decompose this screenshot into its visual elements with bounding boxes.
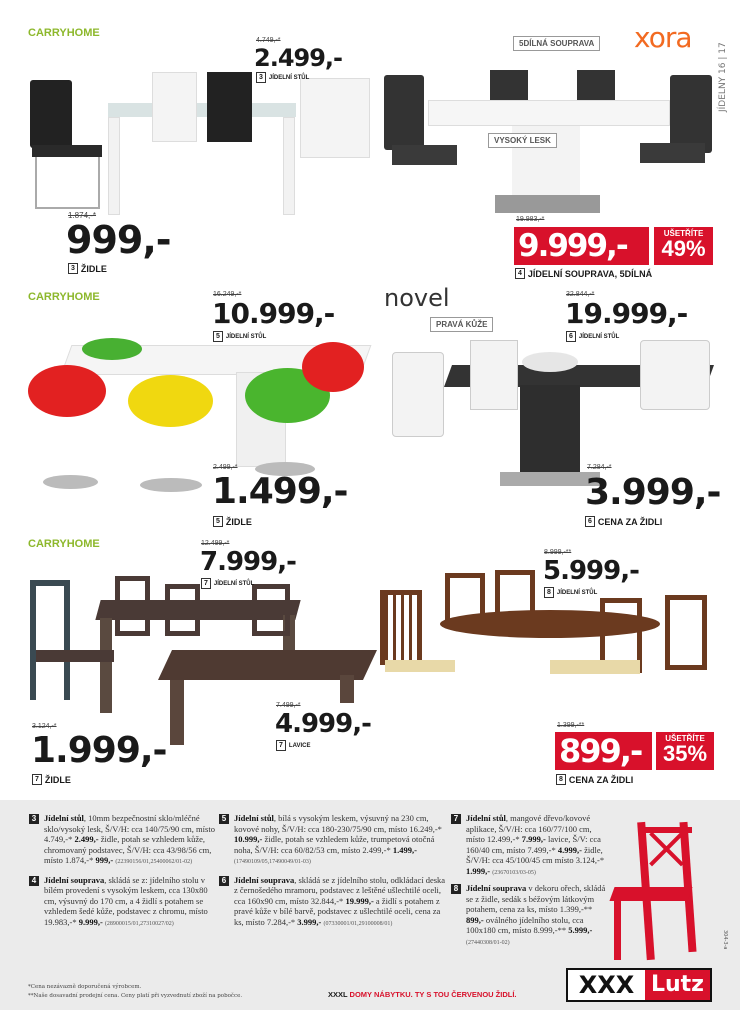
offer-label-text: JÍDELNÍ STŮL: [225, 333, 267, 340]
offer-label-text: JÍDELNÍ STŮL: [578, 333, 620, 340]
description-text: v dekoru ořech, skládá se z židle, sedák s béžovým látkovým potahem, cena za ks, místo 1.399,-**: [466, 883, 606, 914]
chair-seat: [32, 145, 102, 157]
savings-percent: 35%: [662, 741, 708, 766]
offer-label-text: JÍDELNÍ SOUPRAVA, 5DÍLNÁ: [527, 268, 653, 279]
price: 1.499,-: [212, 471, 348, 512]
old-price: 1.399,-**: [557, 722, 585, 729]
savings-badge: [654, 732, 714, 770]
description-price: 1.999,-: [466, 865, 491, 876]
description-title: Jídelní stůl: [466, 813, 506, 823]
old-price: 7.284,-*: [587, 464, 612, 471]
offer-label: [213, 516, 252, 527]
description-price: 899,-: [466, 914, 484, 925]
product-code: (23670103/03-05): [492, 869, 536, 876]
offer-label: [566, 331, 619, 342]
price: 2.499,-: [254, 44, 342, 72]
description-title: Jídelní stůl: [44, 813, 84, 823]
tag-real-leather: PRAVÁ KŮŽE: [430, 317, 493, 332]
product-code: (22390156/01,25400062/01-02): [115, 859, 193, 865]
tag-high-gloss: VYSOKÝ LESK: [488, 133, 557, 148]
bench-leg: [340, 675, 354, 703]
description-price: 999,-: [95, 855, 114, 865]
savings-percent: 49%: [661, 236, 706, 261]
white-leather-chair-image: [470, 340, 518, 410]
xxxlutz-logo: [566, 968, 712, 1002]
price: 7.999,-: [200, 547, 296, 577]
description-price: 5.999,-: [568, 925, 593, 935]
slogan-brand: XXXL: [328, 990, 348, 999]
page-label: JÍDELNY 16 | 17: [718, 42, 728, 112]
old-price: 32.844,-*: [566, 291, 595, 298]
offer-label-text: CENA ZA ŽIDLI: [597, 516, 663, 527]
white-table-image: [428, 100, 670, 126]
description-column-right: [453, 813, 610, 948]
description-price: 3.999,-: [297, 916, 322, 927]
offer-label: [256, 72, 309, 83]
footnote: **Naše dosavadní prodejní cena. Ceny platí při vyzvednutí zboží na pobočce.: [28, 993, 243, 999]
item-number: 4: [29, 876, 39, 886]
red-chair-image: [302, 342, 364, 392]
carryhome-logo: CARRYHOME: [28, 538, 100, 550]
chair-base: [43, 475, 98, 489]
item-number: 7: [201, 578, 211, 589]
item-number: 7: [276, 740, 286, 751]
black-chair-image: [30, 80, 72, 148]
description-text: , mangové dřevo/kovové aplikace, Š/V/H: cca 160/77/100 cm, místo 12.499,-*: [466, 813, 592, 844]
description-price: 2.499,-: [74, 834, 99, 844]
item-number: 3: [256, 72, 266, 83]
table-leg: [100, 618, 112, 713]
offer-label-text: JÍDELNÍ STŮL: [556, 589, 598, 596]
item-number: 4: [515, 268, 525, 279]
table-base: [495, 195, 600, 213]
walnut-chair-image: [665, 595, 707, 670]
price: 5.999,-: [543, 556, 639, 586]
chair-seat: [392, 145, 457, 165]
description-price: 10.999,-: [234, 834, 263, 844]
old-price: 7.499,-*: [276, 702, 301, 709]
bench-leg: [170, 680, 184, 745]
description-text: a židlí s potahem z pravé kůže v bílé barvě, podstavec z ušlechtilé oceli, cena za ks, místo 7.284,-*: [234, 895, 441, 927]
description-text: , skládá se z: jídelního stolu v bílém provedení s vysokým leskem, cca 130x80 cm, výsuvný do 170 cm, a 4 židlí s potahem se vzhledem šedé kůže, podstavec z chromu, místo 19.983,-*: [44, 874, 208, 927]
description-8: [453, 883, 610, 948]
old-price: 16.249,-*: [213, 291, 242, 298]
chair-seat: [550, 660, 640, 674]
product-code: (07330001/01,29100008/01): [323, 920, 393, 927]
chair-seat: [640, 143, 705, 163]
item-number: 5: [213, 516, 223, 527]
offer-label: [544, 587, 597, 598]
description-price: 1.499,-: [392, 844, 417, 855]
description-text: , skládá se z jídelního stolu, odkládací deska z černošedého mramoru, podstavec z leštěné ušlechtilé oceli, cca 160x90 cm, místo 32.844,-*: [234, 874, 446, 906]
tag-five-piece: 5DÍLNÁ SOUPRAVA: [513, 36, 600, 51]
description-price: 19.999,-: [345, 895, 374, 906]
red-chair-logo-image: [612, 822, 697, 960]
price: 10.999,-: [212, 297, 335, 330]
price-box: [555, 732, 652, 770]
description-6: [221, 874, 446, 930]
item-number: 7: [451, 814, 461, 824]
offer-label: [32, 774, 71, 785]
price: 9.999,-: [518, 227, 627, 264]
offer-label: [585, 516, 662, 527]
carryhome-logo: CARRYHOME: [28, 291, 100, 303]
novel-logo: novel: [384, 284, 450, 312]
offer-label-text: CENA ZA ŽIDLI: [568, 774, 634, 785]
offer-label-text: ŽIDLE: [80, 263, 107, 274]
table-leg: [283, 117, 295, 215]
item-number: 5: [213, 331, 223, 342]
wood-chair-image: [30, 580, 70, 700]
description-4: [31, 874, 219, 930]
slogan-text: DOMY NÁBYTKU. TY S TOU ČERVENOU ŽIDLÍ.: [349, 990, 517, 999]
description-column-middle: [221, 813, 446, 929]
price: 999,-: [66, 218, 171, 262]
old-price: 12.499,-*: [201, 540, 230, 547]
item-number: 7: [32, 774, 42, 785]
offer-label: [556, 774, 633, 785]
white-chair-image: [152, 72, 197, 142]
old-price: 2.499,-*: [213, 464, 238, 471]
product-code: (28900015/01,27310027/02): [104, 920, 174, 927]
print-code: 304-3-a: [722, 930, 728, 950]
price: 899,-: [559, 732, 642, 770]
description-5: [221, 813, 446, 868]
offer-label: [276, 740, 310, 751]
description-text: oválného jídelního stolu, cca 100x180 cm, místo 8.999,-**: [466, 914, 584, 935]
item-number: 8: [544, 587, 554, 598]
item-number: 3: [68, 263, 78, 274]
description-7: [453, 813, 610, 878]
product-code: (17490109/05,17490049/01-03): [234, 859, 311, 865]
offer-label: [201, 578, 254, 589]
chair-frame: [35, 157, 100, 209]
description-text: , bílá s vysokým leskem, výsuvný na 230 cm, kovové nohy, Š/V/H: cca 180-230/75/90 cm, místo 16.249,-*: [234, 813, 442, 834]
offer-label: [213, 331, 266, 342]
gray-chair-image: [384, 75, 424, 150]
price: 4.999,-: [275, 709, 371, 739]
table-pedestal: [520, 385, 580, 475]
glass-table-image: [108, 103, 296, 117]
item-number: 8: [451, 884, 461, 894]
old-price: 19.983,-*: [516, 216, 545, 223]
old-price: 3.124,-*: [32, 723, 57, 730]
old-price: 8.999,-**: [544, 549, 572, 556]
walnut-chair-image: [445, 573, 485, 628]
xora-logo: xora: [634, 21, 692, 54]
description-text: židle, potah se vzhledem kůže, chromovaný podstavec, Š/V/H: cca 43/98/56 cm, místo 1.874,-*: [44, 834, 212, 865]
bowl: [522, 352, 578, 372]
gray-chair-image: [670, 75, 712, 153]
offer-label: [515, 268, 652, 279]
description-text: lavice, Š/V: cca 160/40 cm, místo 7.499,-*: [466, 834, 601, 855]
chair-seat: [385, 660, 455, 672]
description-title: Jídelní stůl: [234, 813, 274, 823]
black-chair-image: [207, 72, 252, 142]
offer-label-text: LAVICE: [288, 742, 311, 749]
item-number: 3: [29, 814, 39, 824]
savings-label: UŠETŘÍTE: [665, 734, 705, 743]
description-price: 7.999,-: [521, 834, 546, 844]
wood-chair-image: [252, 584, 290, 636]
item-number: 6: [219, 876, 229, 886]
xxx-logo-text: XXX: [578, 971, 635, 999]
offer-label-text: ŽIDLE: [225, 516, 252, 527]
offer-label: [68, 263, 107, 274]
price: 19.999,-: [565, 297, 688, 330]
yellow-chair-image: [128, 375, 213, 427]
gray-chair-image: [490, 70, 528, 102]
green-chair-image: [82, 338, 142, 360]
price: 1.999,-: [31, 730, 167, 771]
savings-label: UŠETŘÍTE: [663, 229, 704, 238]
gray-chair-image: [577, 70, 615, 102]
description-title: Jídelní souprava: [234, 874, 295, 885]
walnut-chair-image: [495, 570, 535, 625]
lutz-logo-text: Lutz: [645, 970, 710, 1000]
item-number: 6: [585, 516, 595, 527]
wood-chair-image: [165, 584, 200, 636]
white-leather-chair-image: [392, 352, 444, 437]
description-price: 4.999,-: [557, 844, 582, 855]
item-number: 5: [219, 814, 229, 824]
description-price: 9.999,-: [78, 916, 103, 927]
description-text: židle, Š/V/H: cca 45/100/45 cm místo 3.124,-*: [466, 844, 605, 865]
description-column-left: [31, 813, 219, 929]
slogan: [328, 990, 517, 999]
table-leg: [108, 117, 120, 215]
description-3: [31, 813, 219, 868]
chair-base: [140, 478, 202, 492]
item-number: 8: [556, 774, 566, 785]
description-text: židle, potah se vzhledem kůže, trumpetová otočná noha, Š/V/H: cca 60/82/53 cm, místo 2.499,-*: [234, 834, 435, 855]
description-title: Jídelní souprava: [466, 883, 527, 893]
savings-badge: [652, 227, 713, 265]
wood-chair-image: [115, 576, 150, 636]
old-price: 1.874,-*: [68, 211, 97, 220]
offer-label-text: JÍDELNÍ STŮL: [213, 580, 255, 587]
offer-label-text: ŽIDLE: [44, 774, 71, 785]
walnut-chair-image: [380, 590, 422, 665]
red-chair-image: [28, 365, 106, 417]
product-code: (27440308/01-02): [466, 939, 510, 946]
price-box: [514, 227, 649, 265]
chair-seat: [36, 650, 114, 662]
carryhome-logo: CARRYHOME: [28, 27, 100, 39]
old-price: 4.749,-*: [256, 37, 281, 44]
item-number: 6: [566, 331, 576, 342]
offer-label-text: JÍDELNÍ STŮL: [268, 74, 310, 81]
price: 3.999,-: [585, 472, 721, 513]
white-leather-chair-image: [640, 340, 710, 410]
description-title: Jídelní souprava: [44, 874, 105, 885]
description-text: , 10mm bezpečnostní sklo/mléčné sklo/vysoký lesk, Š/V/H: cca 140/75/90 cm, místo 4.749,-*: [44, 813, 215, 844]
footnote: *Cena nezávazně doporučená výrobcem.: [28, 984, 142, 990]
white-chair-image: [300, 78, 370, 158]
